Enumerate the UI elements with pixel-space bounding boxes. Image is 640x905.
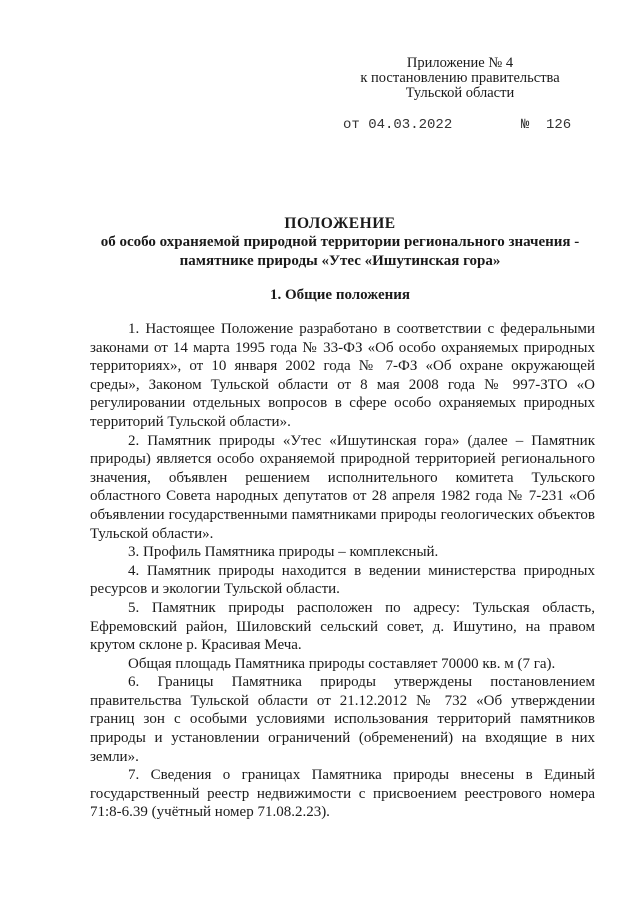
section-heading: 1. Общие положения [269, 287, 411, 303]
title-line-2: об особо охраняемой природной территории регионального значения - [100, 234, 580, 250]
appendix-line-3: Тульской области [405, 85, 515, 101]
document-body [90, 320, 595, 822]
stamp-number: 126 [546, 117, 572, 133]
title-line-3: памятнике природы «Утес «Ишутинская гора» [179, 253, 501, 269]
paragraph: 7. Сведения о границах Памятника природы внесены в Единый государственный реестр недвижимости с присвоением реестрового номера 71:8-6.39 (учётный номер 71.08.2.23). [90, 767, 595, 821]
appendix-line-2: к постановлению правительства [360, 70, 560, 86]
stamp-number-label: № [521, 117, 530, 133]
paragraph: 4. Памятник природы находится в ведении министерства природных ресурсов и экологии Тульской области. [90, 562, 595, 598]
paragraph: 1. Настоящее Положение разработано в соответствии с федеральными законами от 14 марта 1995 года № 33-ФЗ «Об особо охраняемых природных территориях», от 10 января 2002 года № 7-ФЗ «Об охране окружающей среды», Законом Тульской области от 8 мая 2008 года № 997-ЗТО «О регулировании отдельных вопросов в сфере особо охраняемых природных территорий Тульской области». [90, 321, 595, 430]
appendix-header [340, 56, 580, 101]
title-line-1: ПОЛОЖЕНИЕ [284, 215, 396, 232]
paragraph: Общая площадь Памятника природы составляет 70000 кв. м (7 га). [128, 655, 556, 672]
stamp-date: от 04.03.2022 [343, 117, 453, 133]
document-title [60, 214, 620, 271]
paragraph: 5. Памятник природы расположен по адресу: Тульская область, Ефремовский район, Шиловский сельский совет, д. Ишутино, на правом крутом склоне р. Красивая Меча. [90, 599, 595, 654]
paragraph: 3. Профиль Памятника природы – комплексный. [128, 544, 439, 561]
paragraph: 2. Памятник природы «Утес «Ишутинская гора» (далее – Памятник природы) является особо охраняемой природной территорией регионального значения, объявлен решением исполнительного комитета Тульского областного Совета народных депутатов от 28 апреля 1982 года № 7-231 «Об объявлении государственными памятниками природы геологических объектов Тульской области». [90, 432, 595, 542]
appendix-line-1: Приложение № 4 [406, 55, 514, 71]
registration-stamp [343, 117, 583, 133]
paragraph: 6. Границы Памятника природы утверждены постановлением правительства Тульской области от 21.12.2012 № 732 «Об утверждении границ зон с особыми условиями использования территорий памятников природы и установлении ограничений (обременений) на входящие в них земли». [90, 674, 595, 765]
